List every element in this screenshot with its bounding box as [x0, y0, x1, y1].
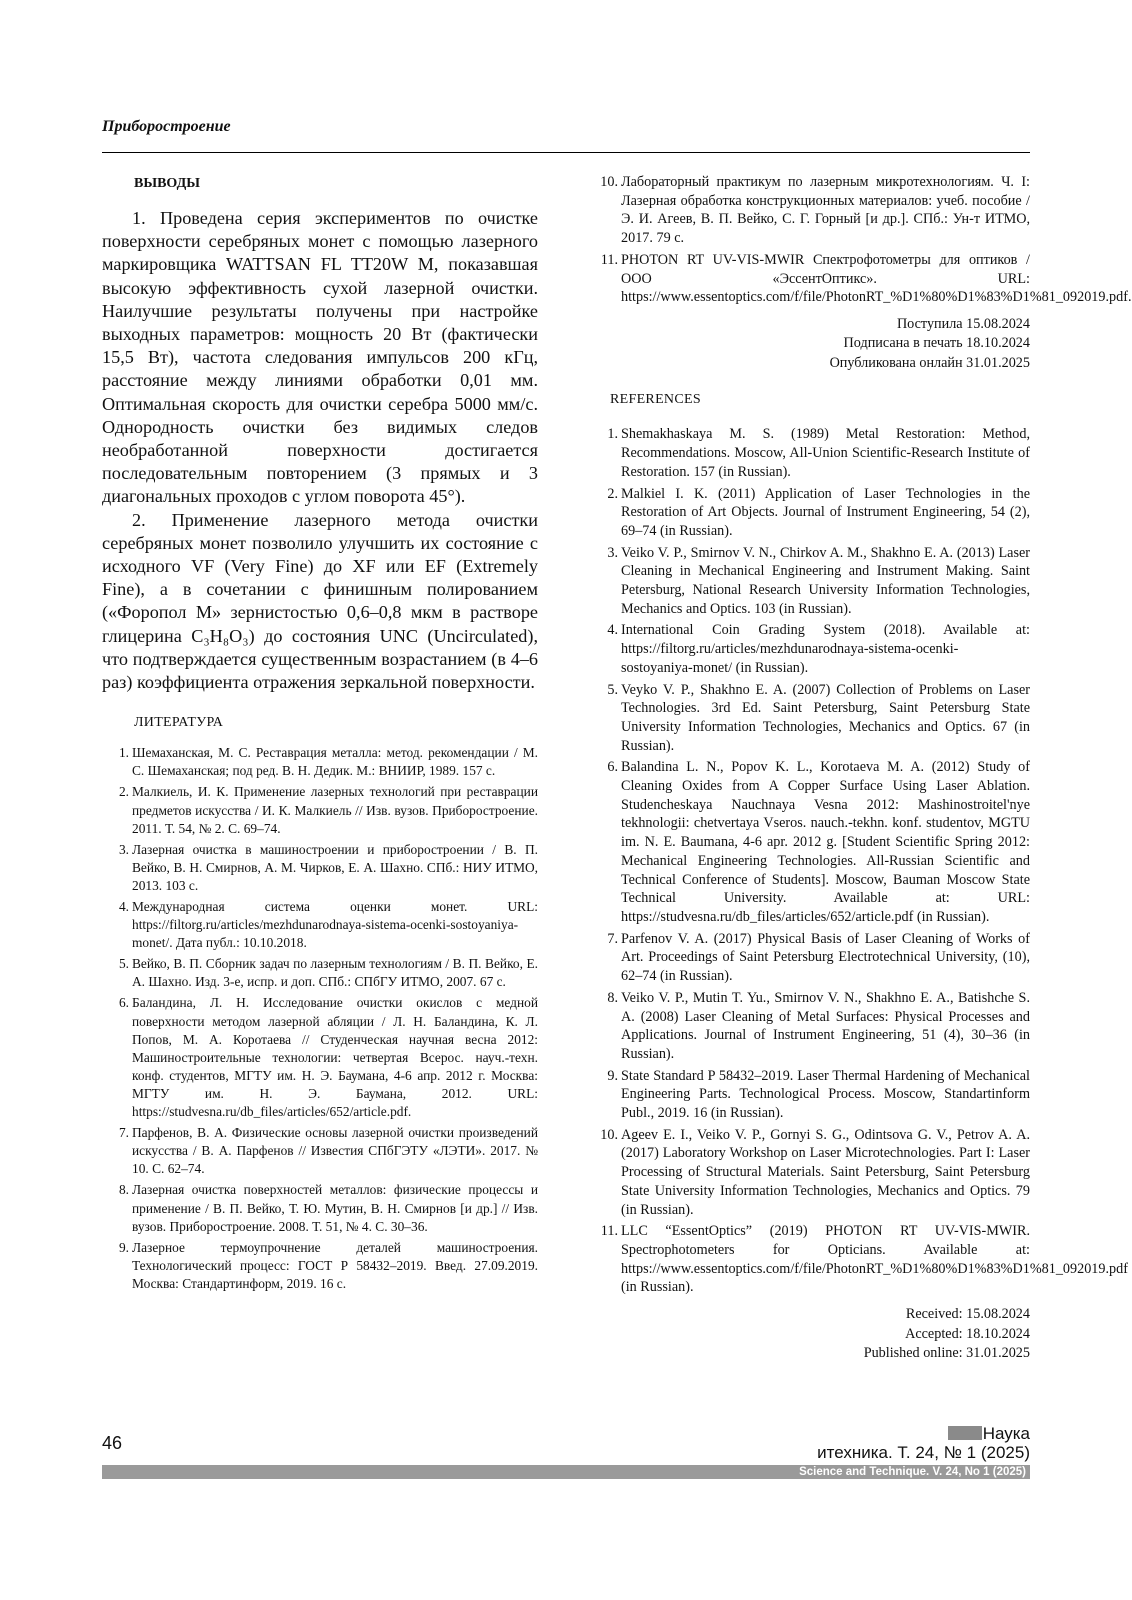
- reference-text: Malkiel I. K. (2011) Application of Laser Technologies in the Restoration of Art Objects. Journal of Instrument Engineering, 54 (2), 69–74 (in Russian).: [621, 485, 1030, 539]
- journal-title-line2: итехника. Т. 24, № 1 (2025): [817, 1443, 1030, 1462]
- reference-item: [588, 989, 1030, 1064]
- reference-item: [588, 1222, 1128, 1297]
- reference-item: [588, 621, 1030, 677]
- reference-text: Parfenov V. A. (2017) Physical Basis of Laser Cleaning of Works of Art. Proceedings of Saint Petersburg Electrotechnical University, (10), 62–74 (in Russian).: [621, 930, 1030, 985]
- reference-item: [588, 173, 1030, 248]
- reference-text: Ageev E. I., Veiko V. P., Gornyi S. G., Odintsova G. V., Petrov A. A. (2017) Laboratory Workshop on Laser Microtechnologies. Part I: Laser Processing of Structural Materials. Saint Petersburg, Saint Petersburg State University Information Technologies, Mechanics and Optics. 79 (in Russian).: [621, 1126, 1030, 1218]
- reference-item: [102, 955, 538, 991]
- reference-item: [588, 758, 1030, 926]
- reference-text: Баландина, Л. Н. Исследование очистки окислов с медной поверхности методом лазерной абляции / Л. Н. Баландина, К. Л. Попов, М. А. Коротаева // Студенческая научная весна 2012: Машиностроительные технологии: четвертая Всерос. науч.-техн. конф. студентов, МГТУ им. Н. Э. Баумана, 4-6 апр. 2012 г. Москва: МГТУ им. Н. Э. Баумана, 2012. URL: https://studvesna.ru/db_files/articles/652/article.pdf.: [132, 995, 538, 1120]
- page-footer: [102, 1425, 1030, 1485]
- accepted-date: Подписана в печать 18.10.2024: [843, 335, 1030, 352]
- reference-item: [588, 681, 1030, 756]
- accepted-date-en: Accepted: 18.10.2024: [905, 1325, 1030, 1342]
- references-title: REFERENCES: [610, 392, 701, 408]
- reference-text: Парфенов, В. А. Физические основы лазерной очистки произведений искусства / В. А. Парфенов // Известия СПбГЭТУ «ЛЭТИ». 2017. № 10. С. 62–74.: [132, 1125, 538, 1177]
- reference-text: PHOTON RT UV-VIS-MWIR Спектрофотометры для оптиков / ООО «ЭссентОптикс». URL: https://www.essentoptics.com/f/file/PhotonRT_%D1%80%D1%83%D1%81_092019.pdf.: [621, 251, 1132, 306]
- reference-text: LLC “EssentOptics” (2019) PHOTON RT UV-VIS-MWIR. Spectrophotometers for Opticians. Available at: https://www.essentoptics.com/f/file/PhotonRT_%D1%80%D1%83%D1%81_092019.pdf (in Russian).: [621, 1223, 1128, 1296]
- reference-number: 10.: [600, 174, 618, 190]
- reference-text: Veyko V. P., Shakhno E. A. (2007) Collection of Problems on Laser Technologies. 3rd Ed. Saint Petersburg, Saint Petersburg State University Information Technologies, Mechanics and Optics. 67 (in Russian).: [621, 681, 1030, 754]
- reference-text: Шемаханская, М. С. Реставрация металла: метод. рекомендации / М. С. Шемаханская; под ред. В. Н. Дедик. М.: ВНИИР, 1989. 157 с.: [132, 745, 538, 779]
- reference-item: [588, 251, 1132, 307]
- conclusions-body: [102, 207, 538, 694]
- journal-title: [817, 1425, 1030, 1462]
- reference-text: Shemakhaskaya M. S. (1989) Metal Restoration: Method, Recommendations. Moscow, All-Union Scientific-Research Institute of Restoration. 157 (in Russian).: [621, 426, 1030, 480]
- literature-list: [102, 744, 538, 1293]
- reference-item: [588, 425, 1030, 481]
- reference-number: 8.: [118, 1182, 129, 1198]
- reference-text: Лазерная очистка в машиностроении и приборостроении / В. П. Вейко, В. Н. Смирнов, А. М. Чирков, Е. А. Шахно. СПб.: НИУ ИТМО, 2013. 103 с.: [132, 841, 538, 893]
- received-date: Поступила 15.08.2024: [896, 315, 1030, 332]
- literature-title: ЛИТЕРАТУРА: [134, 715, 224, 731]
- conclusion-paragraph: 2. Применение лазерного метода очистки серебряных монет позволило улучшить их состояние с исходного VF (Very Fine) до XF или EF (Extremely Fine), а в сочетании с финишным полированием («Форопол М» зернистостью 0,6–0,8 мкм в растворе глицерина C₃H₈O₃) до состояния UNC (Uncirculated), что подтверждается существенным возрастанием (в 4–6 раз) коэффициента отражения зеркальной поверхности.: [102, 509, 538, 693]
- reference-number: 9.: [118, 1239, 129, 1255]
- reference-item: [102, 841, 538, 895]
- reference-item: [588, 1126, 1030, 1220]
- reference-number: 8.: [607, 989, 618, 1006]
- reference-number: 2.: [607, 485, 618, 502]
- reference-number: 3.: [607, 544, 618, 561]
- left-column: [102, 173, 538, 1296]
- reference-number: 11.: [600, 251, 618, 268]
- reference-number: 5.: [607, 681, 618, 698]
- dates-en: [588, 1305, 1030, 1364]
- conclusion-paragraph: 1. Проведена серия экспериментов по очистке поверхности серебряных монет с помощью лазерного маркировщика WATTSAN FL TT20W M, показавшая высокую эффективность сухой лазерной очистки. Наилучшие результаты получены при настройке выходных параметров: мощность 20 Вт (фактически 15,5 Вт), частота следования импульсов 200 кГц, расстояние между линиями обработки 0,01 мм. Оптимальная скорость для очистки серебра 5000 мм/с. Однородность очистки без видимых следов необработанной поверхности достигается последовательным повторением (3 прямых и 3 диагональных проходов с углом поворота 45°).: [102, 208, 538, 507]
- journal-title-en: Science and Technique. V. 24, No 1 (2025): [799, 1466, 1026, 1478]
- reference-item: [588, 930, 1030, 986]
- reference-item: [102, 898, 538, 952]
- reference-text: State Standard P 58432–2019. Laser Thermal Hardening of Mechanical Engineering Parts. Technological Process. Moscow, Standartinform Publ., 2019. 16 (in Russian).: [621, 1067, 1030, 1122]
- reference-number: 3.: [118, 841, 129, 857]
- reference-text: Лазерная очистка поверхностей металлов: физические процессы и применение / В. П. Вейко, Т. Ю. Мутин, В. Н. Смирнов [и др.] // Изв. вузов. Приборостроение. 2008. Т. 51, № 4. С. 30–36.: [132, 1182, 538, 1234]
- journal-title-line1: Наука: [982, 1424, 1030, 1443]
- reference-number: 2.: [118, 784, 129, 800]
- reference-text: Лазерное термоупрочнение деталей машиностроения. Технологический процесс: ГОСТ Р 58432–2019. Введ. 27.09.2019. Москва: Стандартинформ, 2019. 16 с.: [132, 1239, 538, 1291]
- dates-ru: [588, 315, 1030, 374]
- reference-text: Balandina L. N., Popov K. L., Korotaeva M. A. (2012) Study of Cleaning Oxides from A Copper Surface Using Laser Ablation. Studencheskaya Nauchnaya Vesna 2012: Mashinostroitel'nye tekhnologii: chetvertaya Vseros. nauch.-tekhn. konf. studentov, MGTU im. N. E. Baumana, 4-6 apr. 2012 g. [Student Scientific Spring 2012: Mechanical Engineering Technologies. All-Russian Scientific and Technical Conference of Students]. Moscow, Bauman Moscow State Technical University. Available at: URL: https://studvesna.ru/db_files/articles/652/article.pdf (in Russian).: [621, 759, 1030, 925]
- reference-number: 4.: [118, 899, 129, 915]
- journal-logo-block: [948, 1426, 982, 1440]
- reference-text: Veiko V. P., Smirnov V. N., Chirkov A. M., Shakhno E. A. (2013) Laser Cleaning in Mechanical Engineering and Instrument Making. Saint Petersburg, National Research University Information Technologies, Mechanics and Optics. 103 (in Russian).: [621, 544, 1030, 617]
- literature-list-continued: [588, 173, 1132, 307]
- reference-number: 1.: [607, 426, 618, 443]
- references-list: [588, 425, 1128, 1297]
- reference-item: [588, 1067, 1030, 1123]
- header-rule: [102, 152, 1030, 153]
- reference-number: 9.: [607, 1067, 618, 1084]
- reference-text: Международная система оценки монет. URL: https://filtorg.ru/articles/mezhdunarodnaya-sistema-ocenki-sostoyaniya-monet/. Дата публ.: 10.10.2018.: [132, 899, 538, 951]
- reference-number: 6.: [607, 759, 618, 776]
- reference-item: [102, 1239, 538, 1293]
- conclusions-title: ВЫВОДЫ: [134, 176, 200, 191]
- reference-text: Лабораторный практикум по лазерным микротехнологиям. Ч. I: Лазерная обработка конструкционных материалов: учеб. пособие / Э. И. Агеев, В. П. Вейко, С. Г. Горный [и др.]. СПб.: Ун-т ИТМО, 2017. 79 с.: [621, 174, 1030, 247]
- footer-bar: [102, 1465, 1030, 1479]
- reference-number: 7.: [118, 1125, 129, 1141]
- reference-item: [102, 744, 538, 780]
- reference-item: [102, 994, 538, 1121]
- right-column: [588, 173, 1132, 1364]
- reference-item: [588, 485, 1030, 541]
- page-header: [102, 118, 1030, 136]
- reference-number: 1.: [118, 745, 129, 761]
- reference-item: [102, 1181, 538, 1235]
- reference-text: International Coin Grading System (2018). Available at: https://filtorg.ru/articles/mezhdunarodnaya-sistema-ocenki-sostoyaniya-monet/ (in Russian).: [621, 622, 1030, 676]
- reference-text: Veiko V. P., Mutin T. Yu., Smirnov V. N., Shakhno E. A., Batishche S. A. (2008) Laser Cleaning of Metal Surfaces: Physical Processes and Applications. Journal of Instrument Engineering, 51 (4), 30–36 (in Russian).: [621, 989, 1030, 1062]
- reference-item: [102, 1124, 538, 1178]
- reference-number: 11.: [600, 1223, 618, 1240]
- reference-number: 10.: [600, 1126, 618, 1143]
- page-number: 46: [102, 1433, 123, 1453]
- reference-number: 5.: [118, 956, 129, 972]
- reference-text: Вейко, В. П. Сборник задач по лазерным технологиям / В. П. Вейко, Е. А. Шахно. Изд. 3-е, испр. и доп. СПб.: СПбГУ ИТМО, 2007. 67 с.: [132, 956, 538, 990]
- published-date-en: Published online: 31.01.2025: [863, 1345, 1030, 1362]
- received-date-en: Received: 15.08.2024: [905, 1306, 1030, 1323]
- running-head: Приборостроение: [102, 118, 231, 135]
- reference-number: 4.: [607, 622, 618, 639]
- published-date: Опубликована онлайн 31.01.2025: [829, 354, 1030, 371]
- reference-number: 6.: [118, 995, 129, 1011]
- reference-number: 7.: [607, 930, 618, 947]
- reference-item: [588, 544, 1030, 619]
- reference-text: Малкиель, И. К. Применение лазерных технологий при реставрации предметов искусства / И. К. Малкиель // Изв. вузов. Приборостроение. 2011. Т. 54, № 2. С. 69–74.: [132, 784, 538, 836]
- reference-item: [102, 783, 538, 837]
